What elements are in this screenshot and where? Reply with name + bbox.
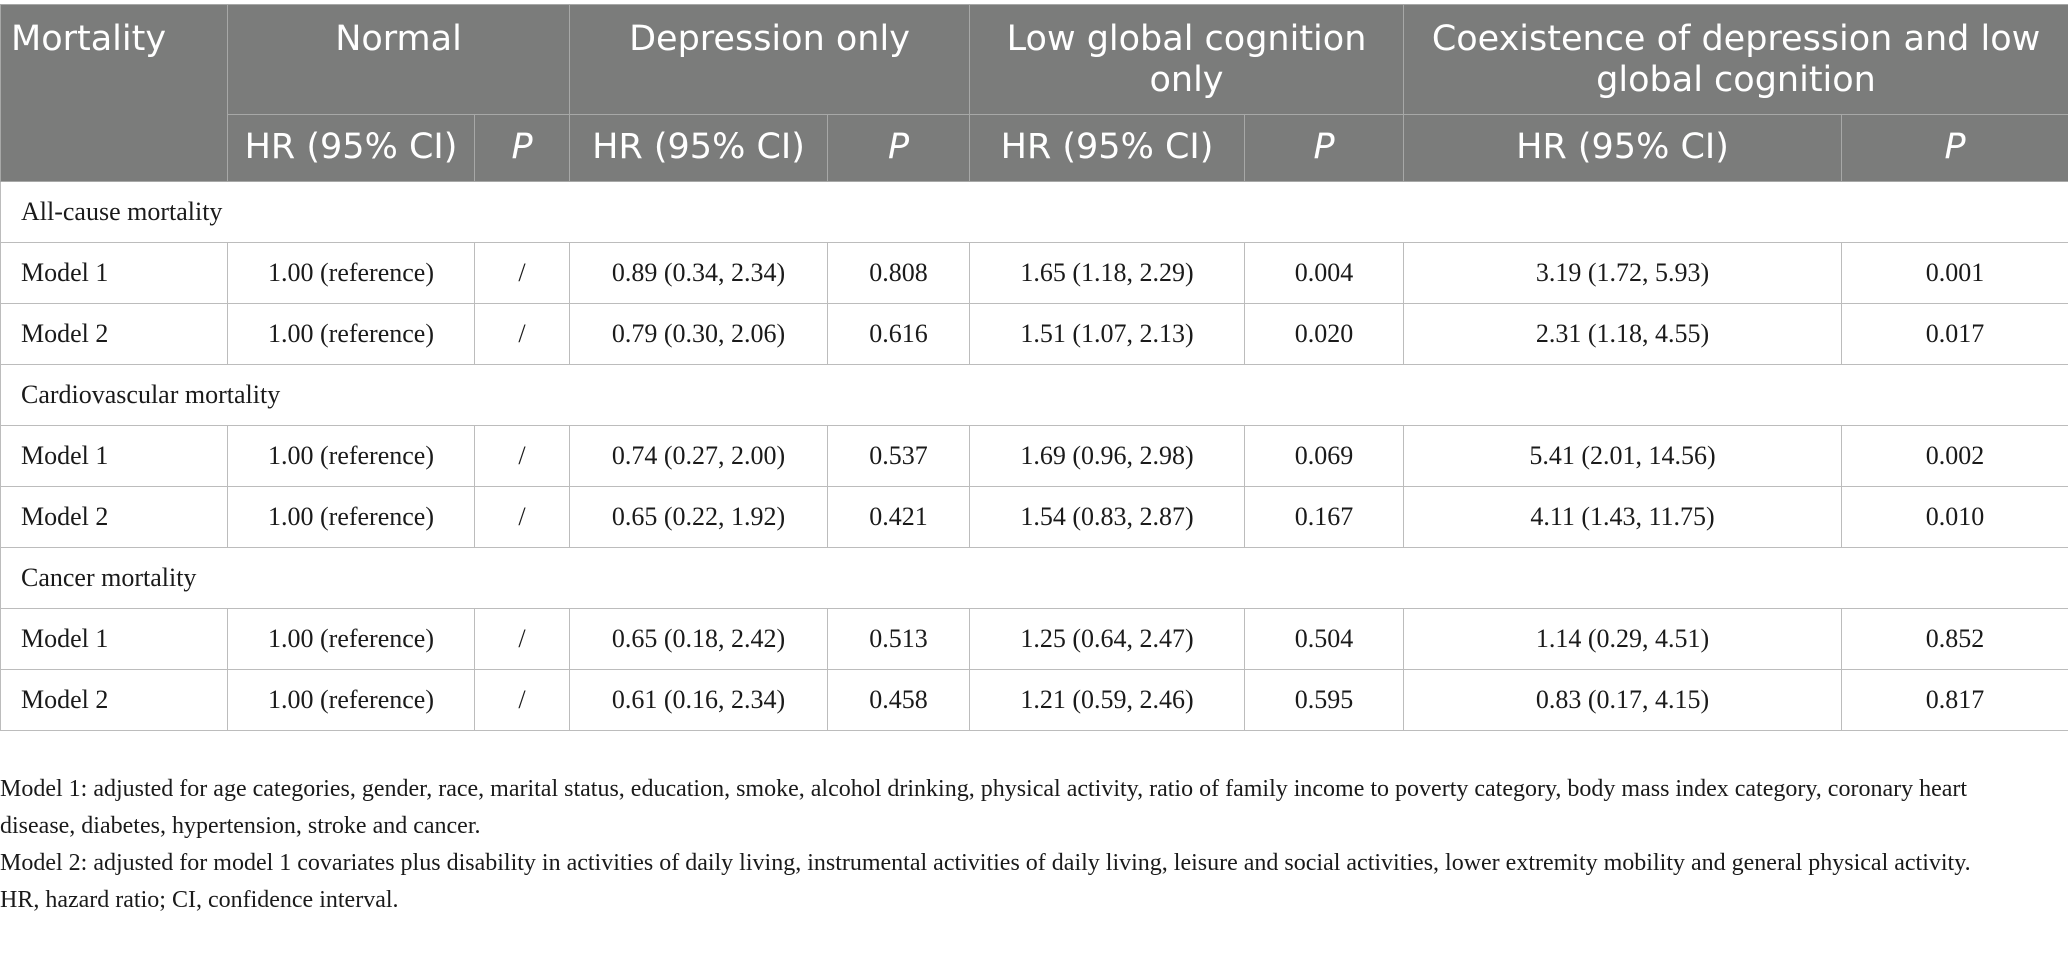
hr-cell: 1.69 (0.96, 2.98) xyxy=(970,426,1245,487)
p-value-cell: 0.458 xyxy=(828,670,970,731)
hr-cell: 0.61 (0.16, 2.34) xyxy=(570,670,828,731)
section-title: All-cause mortality xyxy=(1,182,2068,243)
p-value-cell: / xyxy=(475,243,570,304)
header-group-coexistence: Coexistence of depression and low global cognition xyxy=(1404,5,2068,115)
hr-cell: 0.79 (0.30, 2.06) xyxy=(570,304,828,365)
hr-cell: 0.74 (0.27, 2.00) xyxy=(570,426,828,487)
p-value-cell: 0.595 xyxy=(1245,670,1404,731)
model-label: Model 1 xyxy=(1,426,228,487)
header-group-normal: Normal xyxy=(228,5,570,115)
mortality-table xyxy=(0,4,2068,731)
hr-cell: 4.11 (1.43, 11.75) xyxy=(1404,487,1842,548)
table-body xyxy=(1,182,2068,731)
table-footnotes xyxy=(0,771,2040,919)
p-value-cell: 0.421 xyxy=(828,487,970,548)
p-value-cell: 0.504 xyxy=(1245,609,1404,670)
p-value-cell: / xyxy=(475,304,570,365)
hr-cell: 2.31 (1.18, 4.55) xyxy=(1404,304,1842,365)
hr-cell: 3.19 (1.72, 5.93) xyxy=(1404,243,1842,304)
hr-cell: 1.00 (reference) xyxy=(228,304,475,365)
header-p: P xyxy=(1245,115,1404,182)
header-hr: HR (95% CI) xyxy=(970,115,1245,182)
header-p: P xyxy=(475,115,570,182)
p-value-cell: / xyxy=(475,609,570,670)
hr-cell: 0.65 (0.18, 2.42) xyxy=(570,609,828,670)
p-value-cell: 0.852 xyxy=(1842,609,2068,670)
p-value-cell: 0.017 xyxy=(1842,304,2068,365)
p-value-cell: / xyxy=(475,426,570,487)
p-value-cell: 0.010 xyxy=(1842,487,2068,548)
hr-cell: 1.25 (0.64, 2.47) xyxy=(970,609,1245,670)
p-value-cell: 0.808 xyxy=(828,243,970,304)
header-p: P xyxy=(1842,115,2068,182)
p-value-cell: 0.002 xyxy=(1842,426,2068,487)
hr-cell: 1.00 (reference) xyxy=(228,487,475,548)
header-p: P xyxy=(828,115,970,182)
table-row xyxy=(1,304,2068,365)
table-row xyxy=(1,670,2068,731)
table-row xyxy=(1,609,2068,670)
section-title: Cardiovascular mortality xyxy=(1,365,2068,426)
section-title: Cancer mortality xyxy=(1,548,2068,609)
section-row xyxy=(1,548,2068,609)
table-row xyxy=(1,487,2068,548)
hr-cell: 0.83 (0.17, 4.15) xyxy=(1404,670,1842,731)
p-value-cell: 0.616 xyxy=(828,304,970,365)
header-group-low-cognition: Low global cognition only xyxy=(970,5,1404,115)
model-label: Model 2 xyxy=(1,487,228,548)
model-label: Model 2 xyxy=(1,670,228,731)
p-value-cell: 0.001 xyxy=(1842,243,2068,304)
header-group-depression: Depression only xyxy=(570,5,970,115)
p-value-cell: 0.069 xyxy=(1245,426,1404,487)
hr-cell: 5.41 (2.01, 14.56) xyxy=(1404,426,1842,487)
footnote-abbreviations: HR, hazard ratio; CI, confidence interval. xyxy=(0,887,399,913)
hr-cell: 1.00 (reference) xyxy=(228,670,475,731)
p-value-cell: 0.537 xyxy=(828,426,970,487)
hr-cell: 1.54 (0.83, 2.87) xyxy=(970,487,1245,548)
footnote-model-1: Model 1: adjusted for age categories, gender, race, marital status, education, smoke, alcohol drinking, physical activity, ratio of family income to poverty category, body mass index category, coronary heart disease, diabetes, hypertension, stroke and cancer. xyxy=(0,776,1968,839)
header-mortality: Mortality xyxy=(1,5,228,182)
hr-cell: 1.00 (reference) xyxy=(228,609,475,670)
header-hr: HR (95% CI) xyxy=(1404,115,1842,182)
p-value-cell: / xyxy=(475,487,570,548)
hr-cell: 0.89 (0.34, 2.34) xyxy=(570,243,828,304)
model-label: Model 1 xyxy=(1,243,228,304)
p-value-cell: 0.004 xyxy=(1245,243,1404,304)
table-row xyxy=(1,426,2068,487)
hr-cell: 1.65 (1.18, 2.29) xyxy=(970,243,1245,304)
p-value-cell: 0.020 xyxy=(1245,304,1404,365)
p-value-cell: / xyxy=(475,670,570,731)
p-value-cell: 0.513 xyxy=(828,609,970,670)
model-label: Model 1 xyxy=(1,609,228,670)
hr-cell: 1.00 (reference) xyxy=(228,426,475,487)
section-row xyxy=(1,182,2068,243)
section-row xyxy=(1,365,2068,426)
header-hr: HR (95% CI) xyxy=(228,115,475,182)
p-value-cell: 0.167 xyxy=(1245,487,1404,548)
model-label: Model 2 xyxy=(1,304,228,365)
header-hr: HR (95% CI) xyxy=(570,115,828,182)
hr-cell: 1.14 (0.29, 4.51) xyxy=(1404,609,1842,670)
hr-cell: 1.00 (reference) xyxy=(228,243,475,304)
table-row xyxy=(1,243,2068,304)
p-value-cell: 0.817 xyxy=(1842,670,2068,731)
footnote-model-2: Model 2: adjusted for model 1 covariates plus disability in activities of daily living, instrumental activities of daily living, leisure and social activities, lower extremity mobility and general physical activity. xyxy=(0,850,1971,876)
hr-cell: 0.65 (0.22, 1.92) xyxy=(570,487,828,548)
hr-cell: 1.51 (1.07, 2.13) xyxy=(970,304,1245,365)
hr-cell: 1.21 (0.59, 2.46) xyxy=(970,670,1245,731)
